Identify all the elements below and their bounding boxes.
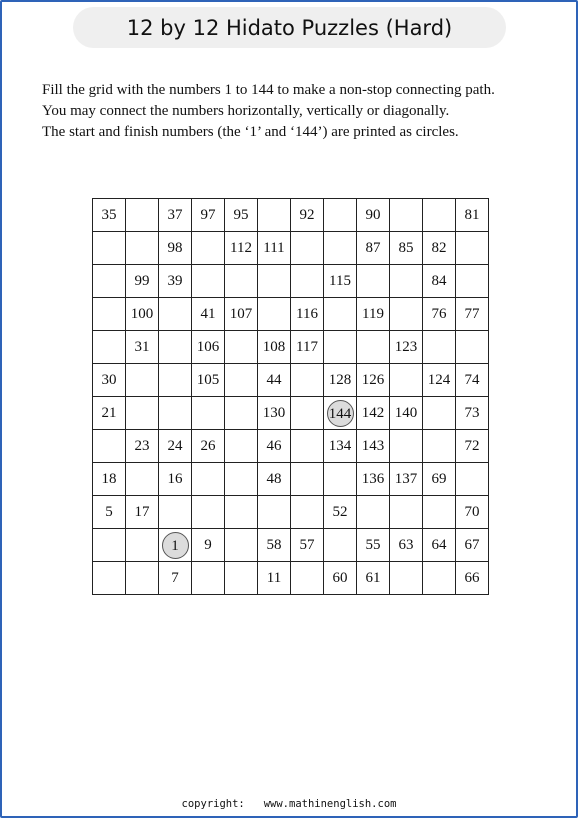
grid-cell[interactable] [324, 463, 357, 496]
grid-cell[interactable] [126, 232, 159, 265]
grid-cell[interactable] [324, 199, 357, 232]
grid-cell[interactable]: 48 [258, 463, 291, 496]
grid-cell[interactable]: 52 [324, 496, 357, 529]
grid-cell[interactable] [192, 265, 225, 298]
grid-cell[interactable] [390, 430, 423, 463]
grid-cell[interactable]: 55 [357, 529, 390, 562]
grid-cell[interactable]: 41 [192, 298, 225, 331]
grid-cell[interactable] [423, 562, 456, 595]
grid-cell[interactable] [324, 397, 357, 430]
grid-row [93, 298, 489, 331]
grid-cell[interactable] [324, 232, 357, 265]
grid-cell[interactable]: 136 [357, 463, 390, 496]
grid-cell[interactable] [291, 496, 324, 529]
grid-cell[interactable] [192, 397, 225, 430]
grid-cell[interactable] [456, 331, 489, 364]
grid-cell[interactable]: 46 [258, 430, 291, 463]
grid-cell[interactable]: 85 [390, 232, 423, 265]
instruction-line: The start and finish numbers (the ‘1’ and ‘144’) are printed as circles. [42, 124, 459, 140]
grid-cell[interactable] [423, 331, 456, 364]
grid-cell[interactable] [291, 397, 324, 430]
grid-cell[interactable]: 26 [192, 430, 225, 463]
grid-cell[interactable] [423, 496, 456, 529]
grid-cell[interactable]: 111 [258, 232, 291, 265]
grid-cell[interactable] [93, 562, 126, 595]
grid-cell[interactable]: 73 [456, 397, 489, 430]
grid-cell[interactable]: 60 [324, 562, 357, 595]
grid-cell[interactable] [225, 364, 258, 397]
grid-cell[interactable] [159, 331, 192, 364]
grid-cell[interactable] [225, 496, 258, 529]
grid-cell[interactable] [93, 232, 126, 265]
grid-cell[interactable] [423, 199, 456, 232]
grid-cell[interactable] [357, 331, 390, 364]
grid-cell[interactable] [291, 463, 324, 496]
grid-cell[interactable]: 82 [423, 232, 456, 265]
grid-cell[interactable]: 69 [423, 463, 456, 496]
grid-row [93, 265, 489, 298]
grid-cell[interactable] [93, 265, 126, 298]
grid-cell[interactable]: 140 [390, 397, 423, 430]
grid-cell[interactable] [159, 397, 192, 430]
grid-cell[interactable]: 5 [93, 496, 126, 529]
grid-cell[interactable]: 76 [423, 298, 456, 331]
grid-cell[interactable] [357, 496, 390, 529]
instruction-line: You may connect the numbers horizontally, vertically or diagonally. [42, 103, 450, 119]
grid-cell[interactable]: 90 [357, 199, 390, 232]
grid-cell[interactable] [456, 463, 489, 496]
grid-cell[interactable] [126, 364, 159, 397]
grid-cell[interactable] [93, 430, 126, 463]
grid-cell[interactable]: 124 [423, 364, 456, 397]
grid-cell[interactable]: 97 [192, 199, 225, 232]
grid-row [93, 199, 489, 232]
grid-cell[interactable] [291, 265, 324, 298]
grid-cell[interactable] [324, 529, 357, 562]
grid-cell[interactable] [456, 265, 489, 298]
grid-cell[interactable] [423, 430, 456, 463]
grid-cell[interactable] [225, 562, 258, 595]
grid-cell[interactable]: 57 [291, 529, 324, 562]
grid-cell[interactable]: 92 [291, 199, 324, 232]
grid-cell[interactable]: 106 [192, 331, 225, 364]
grid-cell[interactable]: 115 [324, 265, 357, 298]
grid-cell[interactable]: 126 [357, 364, 390, 397]
grid-cell[interactable]: 23 [126, 430, 159, 463]
grid-cell[interactable] [390, 199, 423, 232]
grid-cell[interactable] [390, 364, 423, 397]
grid-cell[interactable]: 119 [357, 298, 390, 331]
grid-cell[interactable] [93, 529, 126, 562]
grid-cell[interactable] [291, 430, 324, 463]
grid-cell[interactable]: 44 [258, 364, 291, 397]
grid-row [93, 463, 489, 496]
grid-cell[interactable] [192, 232, 225, 265]
grid-cell[interactable]: 108 [258, 331, 291, 364]
grid-cell[interactable]: 61 [357, 562, 390, 595]
grid-cell[interactable]: 81 [456, 199, 489, 232]
grid-cell[interactable]: 35 [93, 199, 126, 232]
grid-cell[interactable]: 95 [225, 199, 258, 232]
grid-cell[interactable] [258, 265, 291, 298]
grid-row [93, 331, 489, 364]
grid-cell[interactable] [159, 529, 192, 562]
grid-cell[interactable]: 130 [258, 397, 291, 430]
grid-row [93, 364, 489, 397]
grid-cell[interactable] [159, 364, 192, 397]
grid-cell[interactable] [126, 199, 159, 232]
grid-cell[interactable]: 17 [126, 496, 159, 529]
grid-cell[interactable]: 105 [192, 364, 225, 397]
grid-cell[interactable]: 77 [456, 298, 489, 331]
grid-cell[interactable] [192, 463, 225, 496]
grid-cell[interactable] [225, 397, 258, 430]
grid-cell[interactable]: 142 [357, 397, 390, 430]
grid-cell[interactable]: 72 [456, 430, 489, 463]
grid-row [93, 232, 489, 265]
grid-cell[interactable] [126, 562, 159, 595]
grid-cell[interactable] [225, 529, 258, 562]
grid-cell[interactable] [357, 265, 390, 298]
grid-cell[interactable] [159, 298, 192, 331]
grid-cell[interactable]: 123 [390, 331, 423, 364]
grid-cell[interactable] [192, 562, 225, 595]
grid-cell[interactable]: 21 [93, 397, 126, 430]
grid-cell[interactable] [93, 298, 126, 331]
grid-cell[interactable] [390, 265, 423, 298]
grid-cell[interactable] [225, 463, 258, 496]
grid-cell[interactable] [258, 298, 291, 331]
grid-cell[interactable] [390, 562, 423, 595]
grid-cell[interactable]: 128 [324, 364, 357, 397]
instructions [42, 80, 562, 143]
grid-cell[interactable] [126, 463, 159, 496]
grid-row [93, 430, 489, 463]
grid-cell[interactable]: 7 [159, 562, 192, 595]
instruction-line: Fill the grid with the numbers 1 to 144 to make a non-stop connecting path. [42, 82, 495, 98]
grid-cell[interactable] [456, 232, 489, 265]
grid-cell[interactable]: 31 [126, 331, 159, 364]
grid-cell[interactable] [390, 496, 423, 529]
grid-cell[interactable] [159, 496, 192, 529]
grid-cell[interactable] [291, 232, 324, 265]
grid-cell[interactable]: 74 [456, 364, 489, 397]
grid-cell[interactable] [324, 298, 357, 331]
copyright-text: copyright: www.mathinenglish.com [181, 798, 397, 810]
grid-cell[interactable] [225, 265, 258, 298]
grid-cell[interactable]: 64 [423, 529, 456, 562]
grid-cell[interactable] [324, 331, 357, 364]
grid-cell[interactable]: 116 [291, 298, 324, 331]
grid-row [93, 397, 489, 430]
grid-cell[interactable] [291, 364, 324, 397]
grid-cell[interactable]: 143 [357, 430, 390, 463]
grid-cell[interactable]: 137 [390, 463, 423, 496]
grid-cell[interactable]: 11 [258, 562, 291, 595]
grid-cell[interactable]: 63 [390, 529, 423, 562]
grid-cell[interactable] [126, 397, 159, 430]
grid-cell[interactable] [192, 496, 225, 529]
grid-cell[interactable]: 18 [93, 463, 126, 496]
grid-cell[interactable]: 87 [357, 232, 390, 265]
grid-cell[interactable]: 9 [192, 529, 225, 562]
grid-cell[interactable]: 58 [258, 529, 291, 562]
grid-cell[interactable]: 70 [456, 496, 489, 529]
grid-cell[interactable] [390, 298, 423, 331]
start-number-circle: 1 [162, 532, 189, 559]
grid-row [93, 529, 489, 562]
grid-cell[interactable]: 100 [126, 298, 159, 331]
grid-cell[interactable]: 117 [291, 331, 324, 364]
grid-row [93, 562, 489, 595]
grid-cell[interactable] [225, 430, 258, 463]
grid-cell[interactable] [258, 496, 291, 529]
grid-cell[interactable]: 30 [93, 364, 126, 397]
grid-cell[interactable] [93, 331, 126, 364]
grid-cell[interactable] [225, 331, 258, 364]
grid-cell[interactable]: 112 [225, 232, 258, 265]
title-banner [73, 7, 506, 48]
grid-cell[interactable]: 134 [324, 430, 357, 463]
grid-cell[interactable]: 107 [225, 298, 258, 331]
page-title: 12 by 12 Hidato Puzzles (Hard) [126, 15, 453, 40]
grid-cell[interactable]: 24 [159, 430, 192, 463]
grid-row [93, 496, 489, 529]
grid-cell[interactable] [423, 397, 456, 430]
grid-cell[interactable]: 99 [126, 265, 159, 298]
grid-cell[interactable] [126, 529, 159, 562]
grid-cell[interactable]: 39 [159, 265, 192, 298]
grid-cell[interactable] [291, 562, 324, 595]
grid-cell[interactable]: 66 [456, 562, 489, 595]
grid-cell[interactable]: 98 [159, 232, 192, 265]
finish-number-circle: 144 [327, 400, 354, 427]
grid-cell[interactable]: 84 [423, 265, 456, 298]
grid-cell[interactable] [258, 199, 291, 232]
grid-cell[interactable]: 37 [159, 199, 192, 232]
grid-cell[interactable]: 16 [159, 463, 192, 496]
grid-cell[interactable]: 67 [456, 529, 489, 562]
hidato-grid [92, 198, 489, 595]
